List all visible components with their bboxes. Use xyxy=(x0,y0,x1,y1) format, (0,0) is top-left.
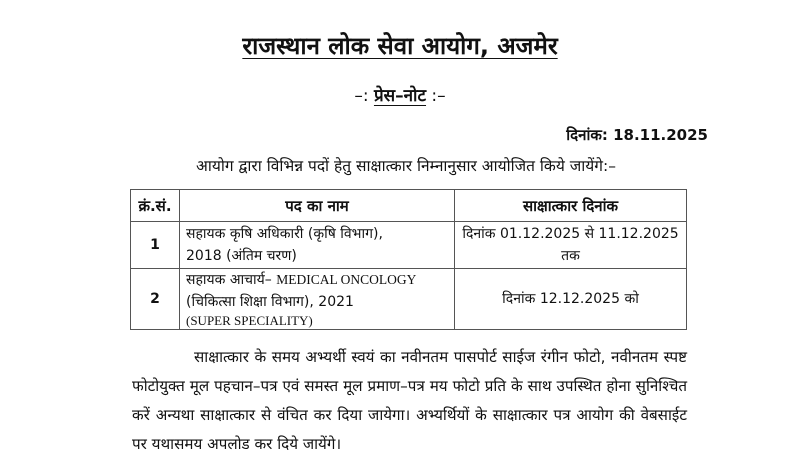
table-row xyxy=(131,269,687,330)
table-row xyxy=(131,222,687,269)
commission-name: राजस्थान लोक सेवा आयोग, अजमेर xyxy=(242,32,558,60)
intro-text: आयोग द्वारा विभिन्न पदों हेतु साक्षात्कार निम्नानुसार आयोजित किये जायेंगे:– xyxy=(196,157,616,175)
press-note-label: प्रेस–नोट xyxy=(373,86,427,106)
instructions-text: साक्षात्कार के समय अभ्यर्थी स्वयं का नवीनतम पासपोर्ट साईज रंगीन फोटो, नवीनतम स्पष्ट फोटोयुक्त मूल पहचान–पत्र एवं समस्त मूल प्रमाण–पत्र मय फोटो प्रति के साथ उपस्थित होना सुनिश्चित करें अन्यथा साक्षात्कार से वंचित कर दिया जायेगा। अभ्यर्थियों के साक्षात्कार पत्र आयोग की वेबसाईट पर यथासमय अपलोड कर दिये जायेंगे। xyxy=(132,348,687,453)
instructions-paragraph xyxy=(132,343,687,459)
post-name-line: सहायक कृषि अधिकारी (कृषि विभाग), xyxy=(186,226,383,242)
post-name-line: (चिकित्सा शिक्षा विभाग), 2021 xyxy=(186,294,354,310)
subtitle-prefix: –: xyxy=(354,86,374,106)
post-name-line: (SUPER SPECIALITY) xyxy=(186,313,313,328)
header-serial: क्रं.सं. xyxy=(131,190,180,222)
document-title xyxy=(0,30,800,62)
press-note-heading xyxy=(0,84,800,108)
subtitle-suffix: :– xyxy=(426,86,446,106)
date-label: दिनांक: xyxy=(566,126,608,144)
interview-date-cell: दिनांक 01.12.2025 से 11.12.2025 तक xyxy=(455,222,687,269)
post-name-english: MEDICAL ONCOLOGY xyxy=(276,272,417,287)
post-name-cell xyxy=(180,222,455,269)
document-date xyxy=(566,124,708,146)
table-header-row xyxy=(131,190,687,222)
post-name-cell xyxy=(180,269,455,330)
header-interview-date: साक्षात्कार दिनांक xyxy=(455,190,687,222)
post-name-line xyxy=(186,269,448,291)
interview-schedule-table xyxy=(130,189,687,330)
post-name-hindi: सहायक आचार्य– xyxy=(186,272,277,288)
post-name-line: 2018 (अंतिम चरण) xyxy=(186,248,297,264)
interview-date-cell: दिनांक 12.12.2025 को xyxy=(455,269,687,330)
serial-cell: 2 xyxy=(131,269,180,330)
serial-cell: 1 xyxy=(131,222,180,269)
header-post-name: पद का नाम xyxy=(180,190,455,222)
date-value: 18.11.2025 xyxy=(613,126,708,144)
